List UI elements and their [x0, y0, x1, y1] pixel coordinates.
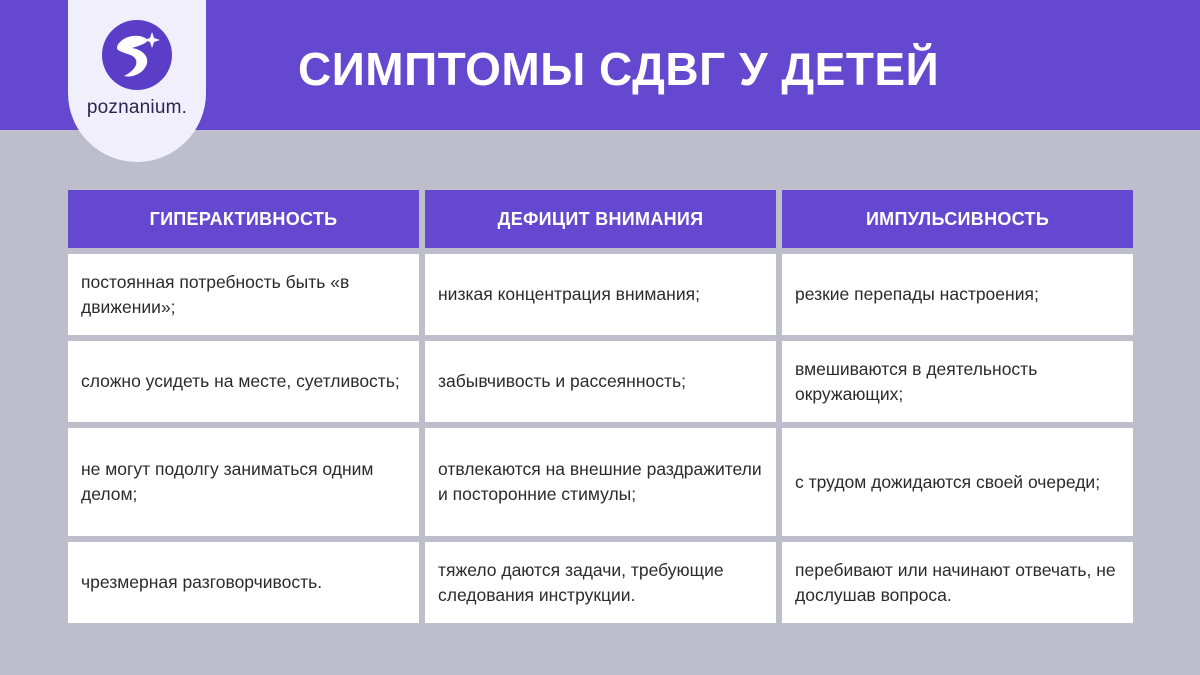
table-cell: с трудом дожидаются своей очереди;	[782, 428, 1133, 536]
table-cell: забывчивость и рассеянность;	[425, 341, 776, 422]
table-cell: резкие перепады настроения;	[782, 254, 1133, 335]
table-cell: перебивают или начинают отвечать, не дослушав вопроса.	[782, 542, 1133, 623]
symptoms-table	[68, 190, 1133, 629]
table-cell: постоянная потребность быть «в движении»;	[68, 254, 419, 335]
table-row	[68, 428, 1133, 536]
table-header-row	[68, 190, 1133, 248]
poznanium-logo-icon	[102, 20, 172, 90]
column-header-attention-deficit: ДЕФИЦИТ ВНИМАНИЯ	[425, 190, 776, 248]
column-header-impulsivity: ИМПУЛЬСИВНОСТЬ	[782, 190, 1133, 248]
brand-name: poznanium.	[86, 97, 188, 118]
table-cell: вмешиваются в деятельность окружающих;	[782, 341, 1133, 422]
table-row	[68, 542, 1133, 623]
table-cell: тяжело даются задачи, требующие следования инструкции.	[425, 542, 776, 623]
logo	[68, 0, 206, 162]
table-cell: чрезмерная разговорчивость.	[68, 542, 419, 623]
column-header-hyperactivity: ГИПЕРАКТИВНОСТЬ	[68, 190, 419, 248]
table-row	[68, 341, 1133, 422]
table-cell: отвлекаются на внешние раздражители и посторонние стимулы;	[425, 428, 776, 536]
table-cell: сложно усидеть на месте, суетливость;	[68, 341, 419, 422]
table-row	[68, 254, 1133, 335]
table-cell: низкая концентрация внимания;	[425, 254, 776, 335]
table-cell: не могут подолгу заниматься одним делом;	[68, 428, 419, 536]
page-title: СИМПТОМЫ СДВГ У ДЕТЕЙ	[298, 43, 940, 95]
